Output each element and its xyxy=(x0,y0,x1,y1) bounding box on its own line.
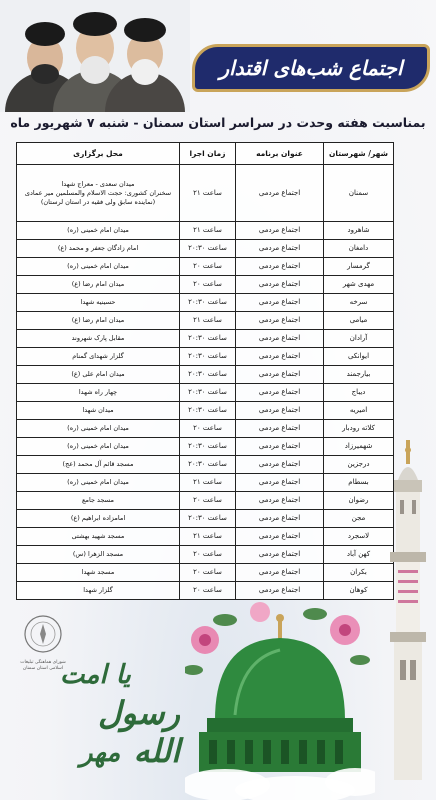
cell-city: گرمسار xyxy=(324,258,394,276)
cell-program: اجتماع مردمی xyxy=(236,456,324,474)
cell-program: اجتماع مردمی xyxy=(236,276,324,294)
cell-location: مقابل پارک شهروند xyxy=(17,330,180,348)
cell-program: اجتماع مردمی xyxy=(236,240,324,258)
cell-program: اجتماع مردمی xyxy=(236,348,324,366)
cell-city: لاسجرد xyxy=(324,528,394,546)
cell-time: ساعت ۲۱ xyxy=(180,165,236,222)
cell-program: اجتماع مردمی xyxy=(236,366,324,384)
cell-location: میدان امام رضا (ع) xyxy=(17,312,180,330)
cell-time: ساعت ۲۱ xyxy=(180,528,236,546)
header-city: شهر/ شهرستان xyxy=(324,143,394,165)
cell-city: کلاته رودبار xyxy=(324,420,394,438)
cell-time: ساعت ۲۰:۳۰ xyxy=(180,348,236,366)
table-body xyxy=(17,165,394,600)
cell-location: میدان امام علی (ع) xyxy=(17,366,180,384)
cell-location: میدان امام خمینی (ره) xyxy=(17,222,180,240)
calligraphy-line-3: مهر xyxy=(80,738,121,768)
cell-program: اجتماع مردمی xyxy=(236,438,324,456)
event-subtitle: بمناسبت هفته وحدت در سراسر استان سمنان - شنبه ۷ شهریور ماه xyxy=(10,115,426,130)
cell-city: دامغان xyxy=(324,240,394,258)
header-program: عنوان برنامه xyxy=(236,143,324,165)
banner-title: اجتماع شب‌های اقتدار xyxy=(219,56,403,80)
cell-city: بسطام xyxy=(324,474,394,492)
cell-location: میدان سعدی - معراج شهدا سخنران کشوری: حجت الاسلام والمسلمین میر عمادی (نماینده سابق ولی فقیه در استان لرستان) xyxy=(17,165,180,222)
cell-time: ساعت ۲۰ xyxy=(180,258,236,276)
cell-time: ساعت ۲۰ xyxy=(180,492,236,510)
table-row xyxy=(17,240,394,258)
cell-location: گلزار شهدا xyxy=(17,582,180,600)
cell-city: بیارجمند xyxy=(324,366,394,384)
schedule-table xyxy=(16,142,394,600)
cell-city: سرخه xyxy=(324,294,394,312)
table-row xyxy=(17,165,394,222)
cell-time: ساعت ۲۰:۳۰ xyxy=(180,438,236,456)
cell-location: میدان امام خمینی (ره) xyxy=(17,438,180,456)
green-dome-illustration xyxy=(185,600,375,800)
cell-location: امام زادگان جعفر و محمد (ع) xyxy=(17,240,180,258)
table-row xyxy=(17,474,394,492)
cell-time: ساعت ۲۰:۳۰ xyxy=(180,456,236,474)
cell-city: شاهرود xyxy=(324,222,394,240)
cell-time: ساعت ۲۱ xyxy=(180,222,236,240)
cell-location: میدان امام رضا (ع) xyxy=(17,276,180,294)
cell-program: اجتماع مردمی xyxy=(236,165,324,222)
cell-city: آرادان xyxy=(324,330,394,348)
table-row xyxy=(17,582,394,600)
cell-program: اجتماع مردمی xyxy=(236,420,324,438)
cell-time: ساعت ۲۱ xyxy=(180,312,236,330)
cell-program: اجتماع مردمی xyxy=(236,564,324,582)
cell-program: اجتماع مردمی xyxy=(236,384,324,402)
schedule-table-container xyxy=(16,142,394,600)
cell-city: کوهان xyxy=(324,582,394,600)
table-row xyxy=(17,366,394,384)
table-row xyxy=(17,402,394,420)
cell-location: امامزاده ابراهیم (ع) xyxy=(17,510,180,528)
cell-time: ساعت ۲۰ xyxy=(180,420,236,438)
calligraphy-line-1: یا امت xyxy=(60,660,131,690)
table-row xyxy=(17,528,394,546)
cell-location: میدان شهدا xyxy=(17,402,180,420)
table-row xyxy=(17,222,394,240)
cell-city: رضوان xyxy=(324,492,394,510)
header-location: محل برگزاری xyxy=(17,143,180,165)
cell-program: اجتماع مردمی xyxy=(236,330,324,348)
table-row xyxy=(17,276,394,294)
cell-time: ساعت ۲۰:۳۰ xyxy=(180,510,236,528)
cell-location: مسجد شهدا xyxy=(17,564,180,582)
cell-program: اجتماع مردمی xyxy=(236,510,324,528)
table-row xyxy=(17,330,394,348)
cell-city: امیریه xyxy=(324,402,394,420)
cell-program: اجتماع مردمی xyxy=(236,582,324,600)
cell-location: میدان امام خمینی (ره) xyxy=(17,420,180,438)
prophet-calligraphy xyxy=(50,660,180,780)
cell-time: ساعت ۲۰:۳۰ xyxy=(180,402,236,420)
table-row xyxy=(17,294,394,312)
cell-time: ساعت ۲۰ xyxy=(180,582,236,600)
header-time: زمان اجرا xyxy=(180,143,236,165)
cell-city: مهدی شهر xyxy=(324,276,394,294)
cell-city: مجن xyxy=(324,510,394,528)
cell-location: حسینیه شهدا xyxy=(17,294,180,312)
cell-location: مسجد الزهرا (س) xyxy=(17,546,180,564)
cell-program: اجتماع مردمی xyxy=(236,546,324,564)
cell-city: بکران xyxy=(324,564,394,582)
cell-program: اجتماع مردمی xyxy=(236,402,324,420)
cell-location: مسجد قائم آل محمد (عج) xyxy=(17,456,180,474)
table-row xyxy=(17,384,394,402)
cell-time: ساعت ۲۰:۳۰ xyxy=(180,294,236,312)
cell-program: اجتماع مردمی xyxy=(236,222,324,240)
table-row xyxy=(17,546,394,564)
calligraphy-line-2: رسول الله xyxy=(97,694,180,770)
minaret-illustration xyxy=(386,440,430,780)
cell-location: مسجد شهید بهشتی xyxy=(17,528,180,546)
cell-city: دیباج xyxy=(324,384,394,402)
cell-city: سمنان xyxy=(324,165,394,222)
title-banner xyxy=(192,44,430,92)
table-row xyxy=(17,312,394,330)
cell-program: اجتماع مردمی xyxy=(236,474,324,492)
table-row xyxy=(17,564,394,582)
cell-program: اجتماع مردمی xyxy=(236,312,324,330)
table-row xyxy=(17,456,394,474)
table-row xyxy=(17,492,394,510)
seal-text: شورای هماهنگی تبلیغات اسلامی استان سمنان xyxy=(20,660,66,671)
cell-location: گلزار شهدای گمنام xyxy=(17,348,180,366)
clerics-portraits-image xyxy=(0,0,190,112)
table-row xyxy=(17,420,394,438)
table-row xyxy=(17,510,394,528)
cell-program: اجتماع مردمی xyxy=(236,294,324,312)
cell-time: ساعت ۲۰:۳۰ xyxy=(180,384,236,402)
table-row xyxy=(17,438,394,456)
cell-time: ساعت ۲۰:۳۰ xyxy=(180,240,236,258)
cell-location: چهار راه شهدا xyxy=(17,384,180,402)
cell-time: ساعت ۲۰:۳۰ xyxy=(180,330,236,348)
cell-city: ایوانکی xyxy=(324,348,394,366)
cell-city: درجزین xyxy=(324,456,394,474)
cell-city: شهمیرزاد xyxy=(324,438,394,456)
cell-time: ساعت ۲۰:۳۰ xyxy=(180,366,236,384)
table-row xyxy=(17,348,394,366)
cell-city: میامی xyxy=(324,312,394,330)
cell-time: ساعت ۲۰ xyxy=(180,564,236,582)
cell-program: اجتماع مردمی xyxy=(236,258,324,276)
cell-program: اجتماع مردمی xyxy=(236,528,324,546)
table-row xyxy=(17,258,394,276)
table-header-row xyxy=(17,143,394,165)
cell-time: ساعت ۲۱ xyxy=(180,474,236,492)
cell-program: اجتماع مردمی xyxy=(236,492,324,510)
cell-location: میدان امام خمینی (ره) xyxy=(17,474,180,492)
cell-time: ساعت ۲۰ xyxy=(180,546,236,564)
cell-location: مسجد جامع xyxy=(17,492,180,510)
cell-time: ساعت ۲۰ xyxy=(180,276,236,294)
cell-city: کهن آباد xyxy=(324,546,394,564)
cell-location: میدان امام خمینی (ره) xyxy=(17,258,180,276)
seal-emblem-icon xyxy=(18,612,68,656)
